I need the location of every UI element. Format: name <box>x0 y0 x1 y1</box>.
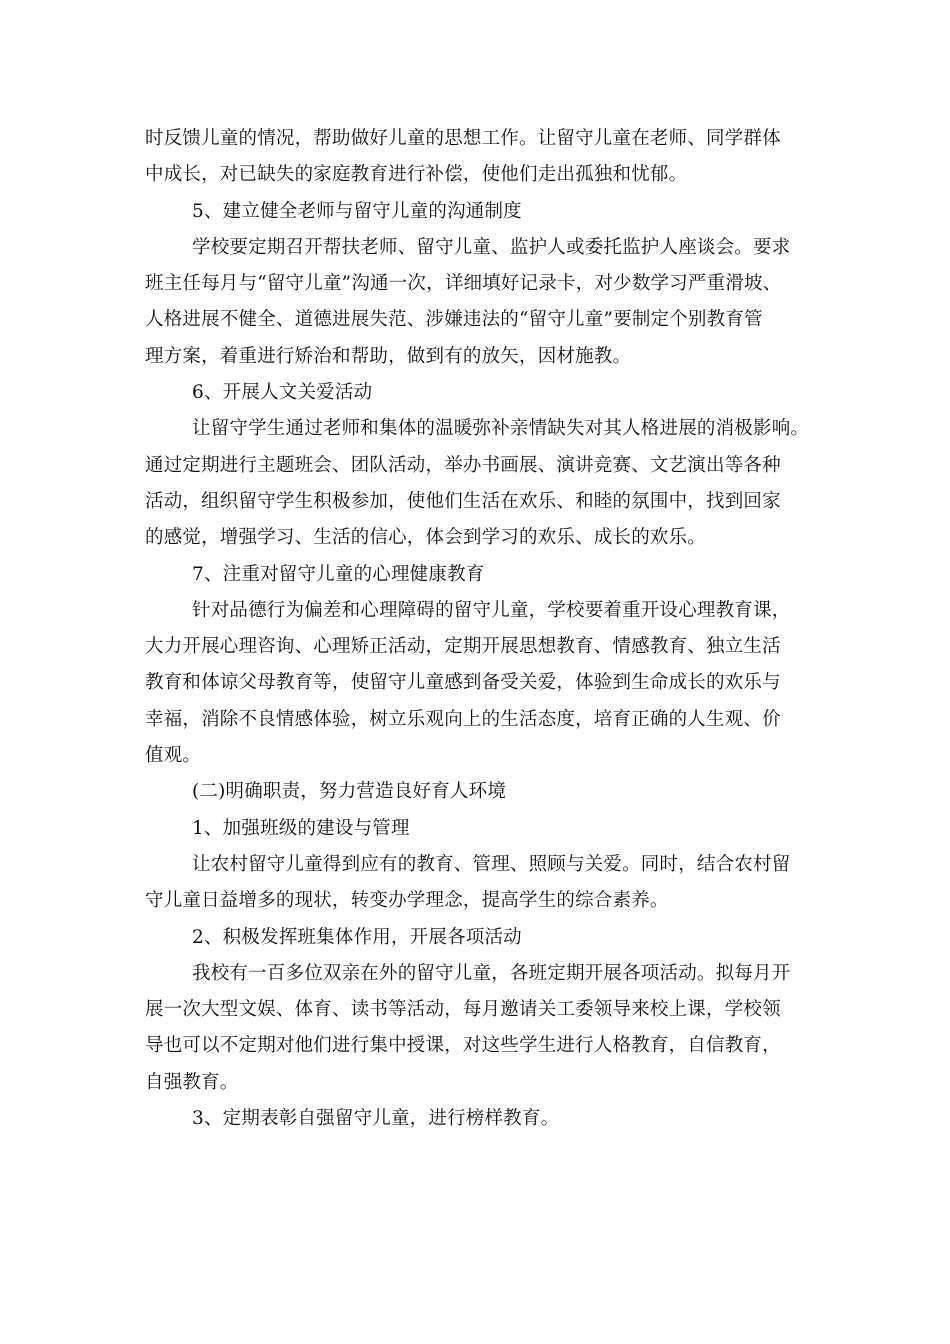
text-line: 展一次大型文娱、体育、读书等活动，每月邀请关工委领导来校上课，学校领 <box>145 999 781 1021</box>
text-line: 5、建立健全老师与留守儿童的沟通制度 <box>192 200 522 222</box>
text-line: 针对品德行为偏差和心理障碍的留守儿童，学校要着重开设心理教育课， <box>192 599 791 621</box>
text-line: 班主任每月与“留守儿童”沟通一次，详细填好记录卡，对少数学习严重滑坡、 <box>145 273 782 295</box>
text-line: 2、积极发挥班集体作用，开展各项活动 <box>192 926 522 948</box>
text-line: 学校要定期召开帮扶老师、留守儿童、监护人或委托监护人座谈会。要求 <box>192 236 791 258</box>
text-line: 中成长，对已缺失的家庭教育进行补偿，使他们走出孤独和忧郁。 <box>145 164 688 186</box>
text-line: 教育和体谅父母教育等，使留守儿童感到备受关爱，体验到生命成长的欢乐与 <box>145 672 781 694</box>
text-line: 6、开展人文关爱活动 <box>192 382 373 404</box>
text-line: 活动，组织留守学生积极参加，使他们生活在欢乐、和睦的氛围中，找到回家 <box>145 490 781 512</box>
text-line: 人格进展不健全、道德进展失范、涉嫌违法的“留守儿童”要制定个别教育管 <box>145 309 763 331</box>
text-line: 我校有一百多位双亲在外的留守儿童，各班定期开展各项活动。拟每月开 <box>192 962 791 984</box>
text-line: 理方案，着重进行矫治和帮助，做到有的放矢，因材施教。 <box>145 345 632 367</box>
document-body <box>145 121 817 1137</box>
text-line: 幸福，消除不良情感体验，树立乐观向上的生活态度，培育正确的人生观、价 <box>145 708 781 730</box>
text-line: 3、定期表彰自强留守儿童，进行榜样教育。 <box>192 1108 560 1130</box>
text-line: 7、注重对留守儿童的心理健康教育 <box>192 563 485 585</box>
text-line: 自强教育。 <box>145 1071 239 1093</box>
text-line: 导也可以不定期对他们进行集中授课，对这些学生进行人格教育，自信教育， <box>145 1035 781 1057</box>
text-line: 值观。 <box>145 745 202 767</box>
text-line: 通过定期进行主题班会、团队活动，举办书画展、演讲竞赛、文艺演出等各种 <box>145 454 781 476</box>
text-line: 1、加强班级的建设与管理 <box>192 817 410 839</box>
text-line: 时反馈儿童的情况，帮助做好儿童的思想工作。让留守儿童在老师、同学群体 <box>145 128 781 149</box>
text-line: (二)明确职责，努力营造良好育人环境 <box>192 781 507 803</box>
text-line: 的感觉，增强学习、生活的信心，体会到学习的欢乐、成长的欢乐。 <box>145 527 707 549</box>
text-line: 让农村留守儿童得到应有的教育、管理、照顾与关爱。同时，结合农村留 <box>192 853 791 875</box>
text-line: 让留守学生通过老师和集体的温暖弥补亲情缺失对其人格进展的消极影响。 <box>192 418 810 440</box>
text-line: 大力开展心理咨询、心理矫正活动，定期开展思想教育、情感教育、独立生活 <box>145 636 781 658</box>
text-line: 守儿童日益增多的现状，转变办学理念，提高学生的综合素养。 <box>145 890 669 912</box>
